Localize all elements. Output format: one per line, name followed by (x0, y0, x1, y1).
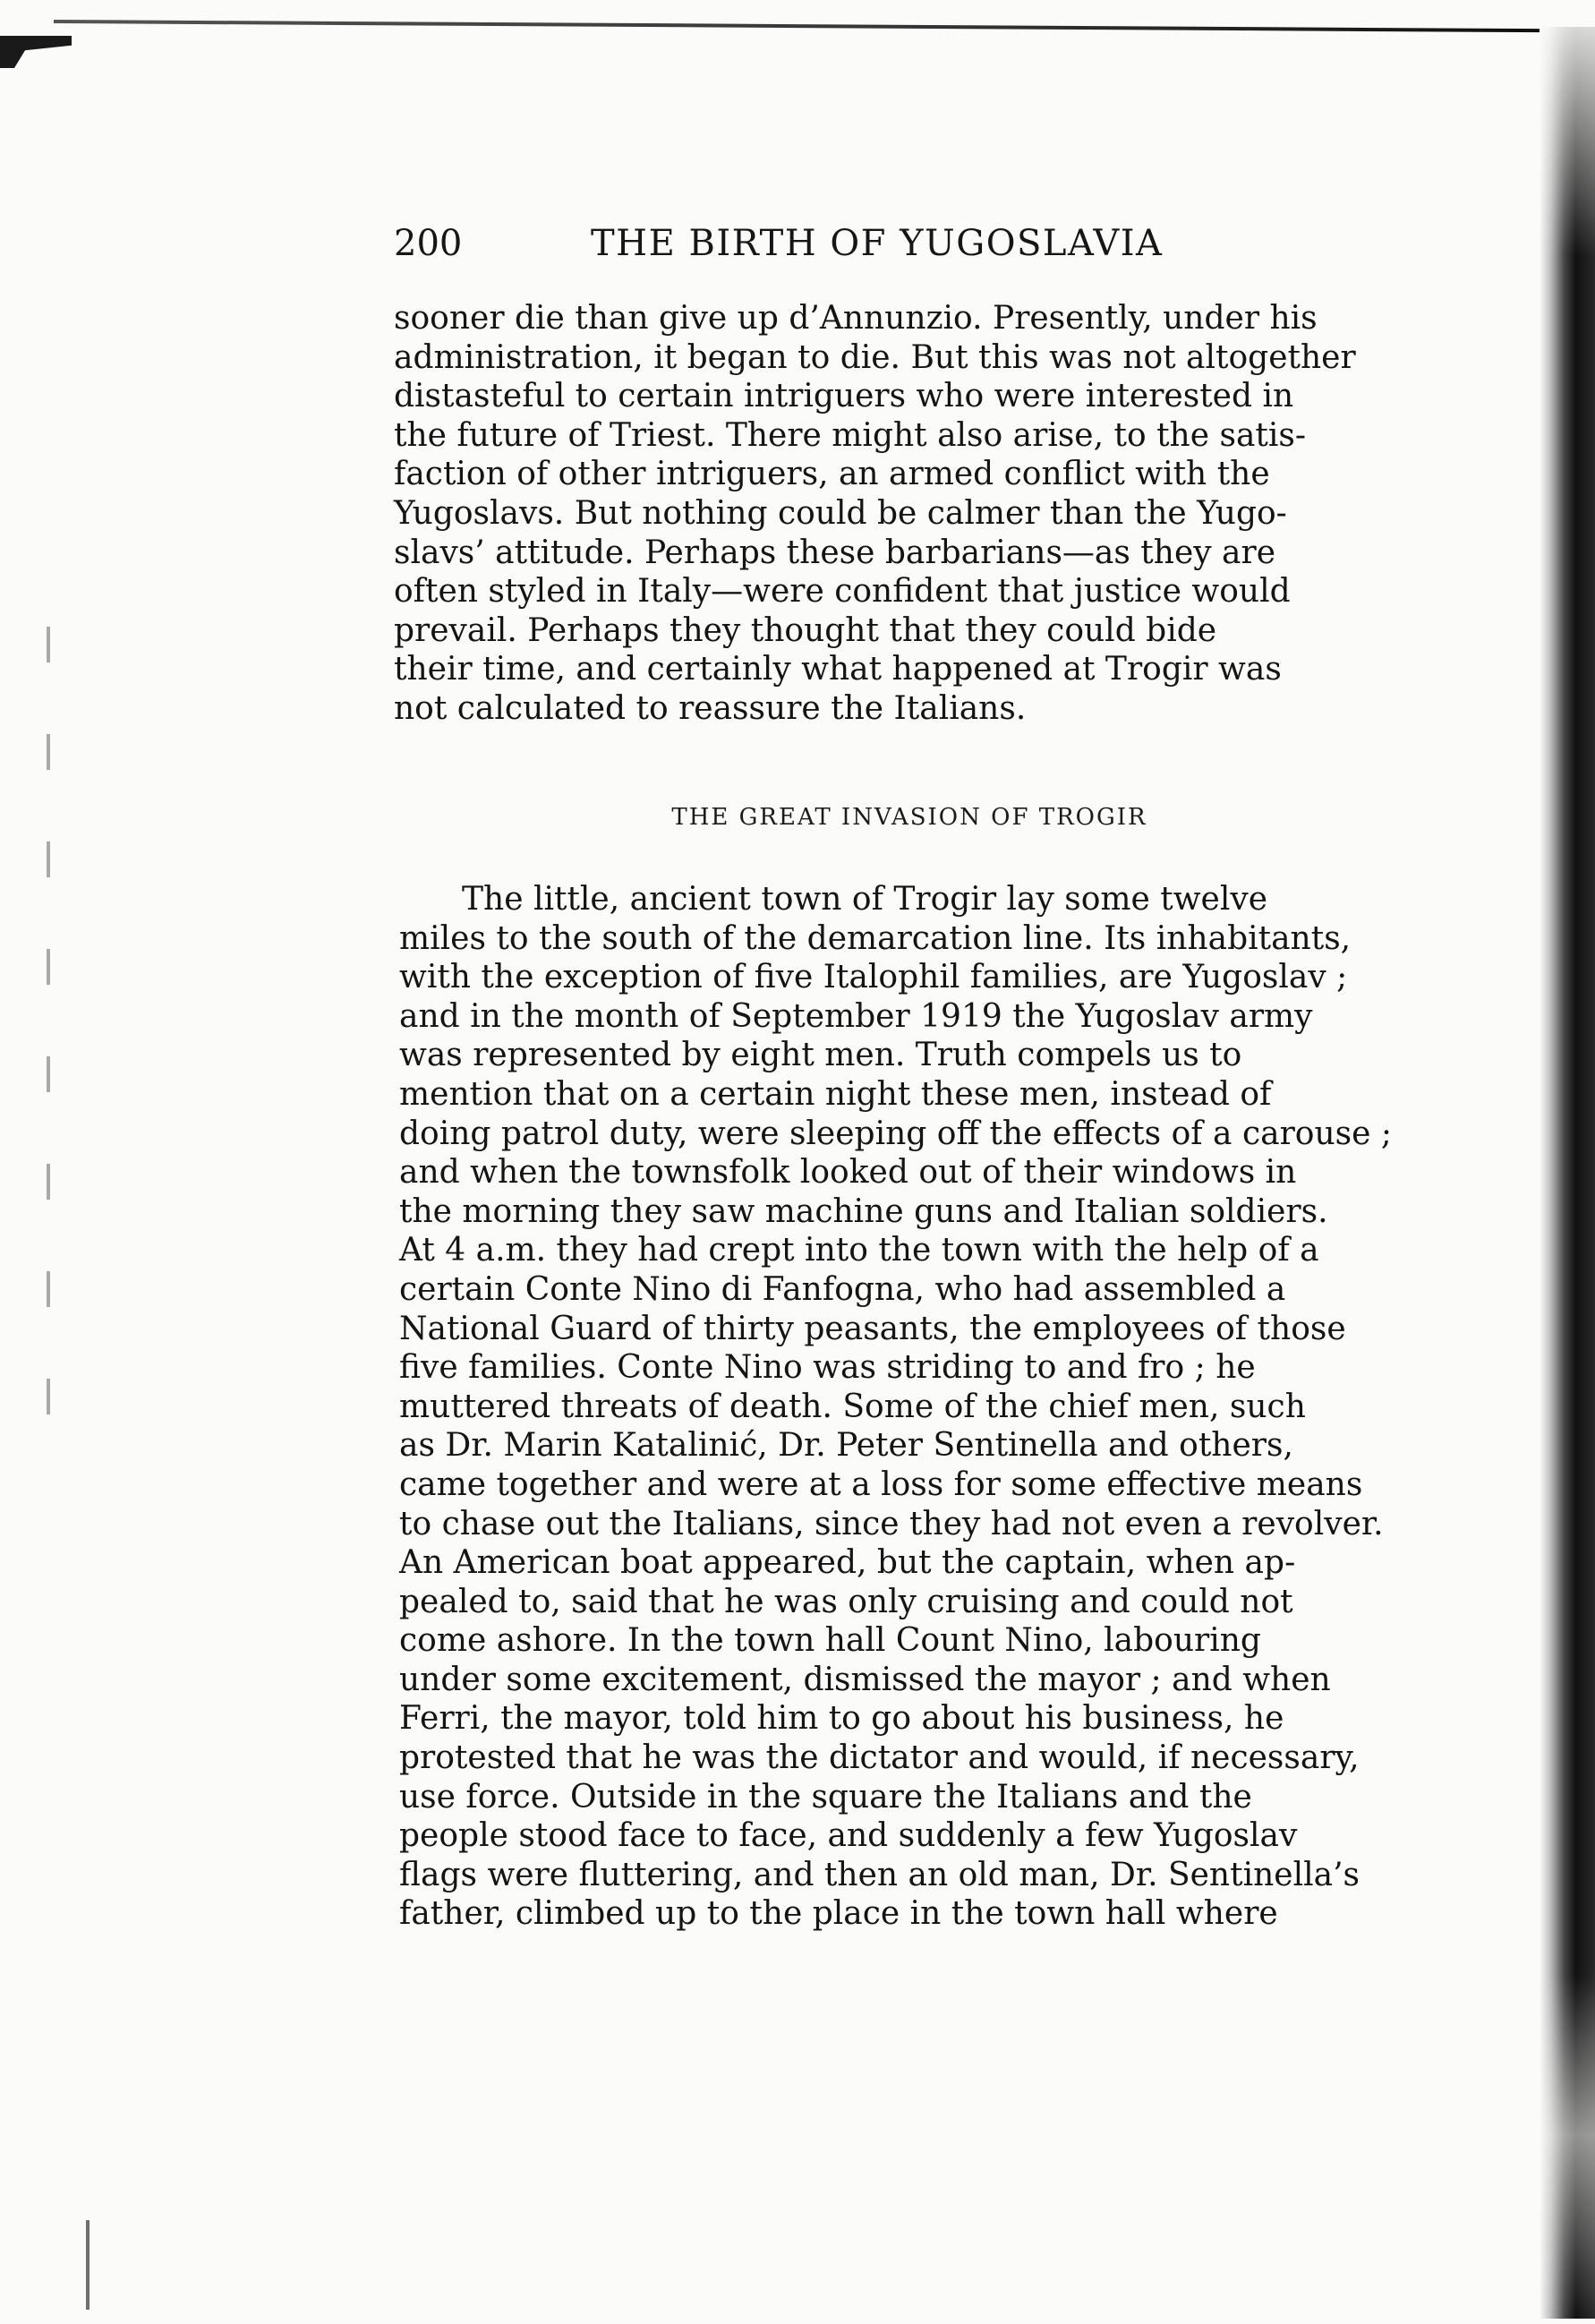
text-line: mention that on a certain night these men, instead of (399, 1075, 1272, 1113)
text-line: protested that he was the dictator and would, if necessary, (399, 1739, 1360, 1777)
text-line: prevail. Perhaps they thought that they could bide (394, 611, 1217, 649)
text-line: faction of other intriguers, an armed conflict with the (394, 456, 1270, 493)
text-line: to chase out the Italians, since they had not even a revolver. (399, 1505, 1384, 1542)
text-line: National Guard of thirty peasants, the employees of those (399, 1310, 1346, 1347)
text-line: An American boat appeared, but the captain, when ap- (399, 1544, 1296, 1582)
text-line: come ashore. In the town hall Count Nino, labouring (399, 1622, 1261, 1660)
text-line: as Dr. Marin Katalinić, Dr. Peter Sentinella and others, (399, 1427, 1293, 1465)
text-line: not calculated to reassure the Italians. (394, 689, 1027, 727)
section-heading: THE GREAT INVASION OF TROGIR (671, 804, 1147, 831)
text-line: and in the month of September 1919 the Yugoslav army (399, 997, 1313, 1035)
text-line: slavs’ attitude. Perhaps these barbarians—as they are (394, 534, 1276, 571)
scan-right-edge-shading (1540, 27, 1595, 2319)
text-line: pealed to, said that he was only cruising and could not (399, 1583, 1293, 1620)
text-line: muttered threats of death. Some of the chief men, such (399, 1388, 1306, 1425)
text-line: often styled in Italy—were confident that justice would (394, 573, 1291, 611)
text-line: with the exception of five Italophil families, are Yugoslav ; (399, 959, 1348, 996)
text-line: and when the townsfolk looked out of their windows in (399, 1154, 1297, 1192)
text-line: Ferri, the mayor, told him to go about his business, he (399, 1700, 1284, 1738)
text-line: their time, and certainly what happened at Trogir was (394, 651, 1282, 688)
text-line: doing patrol duty, were sleeping off the effects of a carouse ; (399, 1115, 1392, 1152)
text-line: under some excitement, dismissed the mayor ; and when (399, 1661, 1331, 1698)
running-head: THE BIRTH OF YUGOSLAVIA (591, 223, 1164, 264)
scan-left-specks (47, 627, 50, 1477)
text-line: administration, it began to die. But this was not altogether (394, 338, 1356, 376)
text-line: distasteful to certain intriguers who were interested in (394, 378, 1294, 415)
text-line: certain Conte Nino di Fanfogna, who had assembled a (399, 1270, 1286, 1308)
scan-left-mark (86, 2220, 90, 2310)
scan-corner-mark (0, 36, 72, 68)
text-line: five families. Conte Nino was striding to and fro ; he (399, 1349, 1256, 1387)
text-line: miles to the south of the demarcation line. Its inhabitants, (399, 919, 1352, 957)
text-line: flags were fluttering, and then an old man, Dr. Sentinella’s (399, 1856, 1360, 1893)
text-line: was represented by eight men. Truth compels us to (399, 1037, 1242, 1074)
text-line: The little, ancient town of Trogir lay some twelve (462, 881, 1267, 918)
page-header (394, 217, 1235, 270)
text-line: Yugoslavs. But nothing could be calmer than the Yugo- (394, 494, 1287, 532)
text-line: sooner die than give up d’Annunzio. Presently, under his (394, 300, 1318, 337)
text-line: came together and were at a loss for some effective means (399, 1465, 1363, 1503)
text-line: use force. Outside in the square the Italians and the (399, 1778, 1252, 1816)
page-number: 200 (394, 223, 463, 264)
scan-top-edge (54, 20, 1540, 32)
paragraph-1 (394, 299, 1425, 729)
text-line: people stood face to face, and suddenly a few Yugoslav (399, 1817, 1298, 1855)
text-line: At 4 a.m. they had crept into the town with the help of a (399, 1232, 1319, 1269)
text-line: the future of Triest. There might also arise, to the satis- (394, 416, 1307, 454)
text-line: the morning they saw machine guns and Italian soldiers. (399, 1192, 1328, 1230)
paragraph-2 (399, 880, 1427, 1934)
text-line: father, climbed up to the place in the town hall where (399, 1895, 1278, 1933)
